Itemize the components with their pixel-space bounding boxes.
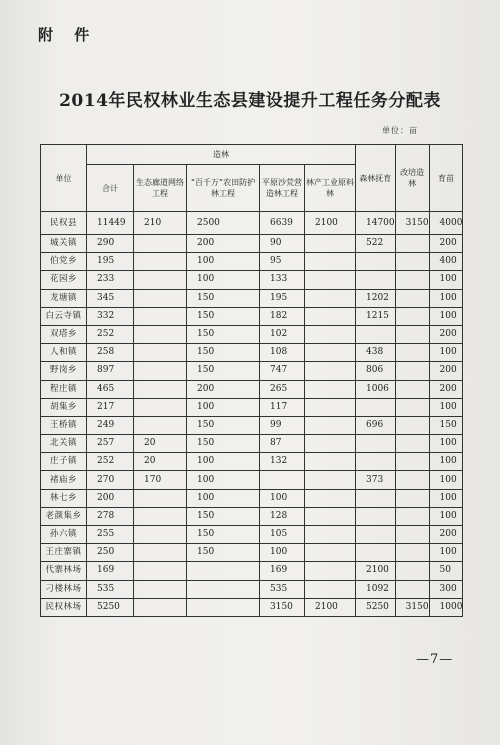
attachment-label: 附 件: [38, 26, 98, 44]
cell-sandy: 95: [260, 253, 305, 271]
cell-farmland: 100: [187, 271, 260, 289]
cell-improve: [395, 325, 429, 343]
table-row: [41, 544, 463, 562]
cell-total: 258: [87, 344, 134, 362]
cell-farmland: 100: [187, 471, 260, 489]
cell-sandy: 87: [260, 435, 305, 453]
cell-sandy: 133: [260, 271, 305, 289]
cell-improve: [395, 526, 429, 544]
cell-sandy: 195: [260, 289, 305, 307]
cell-sandy: 747: [260, 362, 305, 380]
cell-corridor: [134, 271, 187, 289]
cell-total: 233: [87, 271, 134, 289]
header-corridor: 生态廊道网络工程: [134, 165, 187, 212]
cell-sandy: 128: [260, 507, 305, 525]
table-row: [41, 562, 463, 580]
cell-corridor: [134, 526, 187, 544]
cell-improve: [395, 507, 429, 525]
cell-industrial: [305, 507, 356, 525]
header-afforestation: 造林: [87, 145, 356, 165]
cell-industrial: 2100: [305, 598, 356, 616]
task-allocation-table: [40, 144, 463, 617]
cell-tending: 14700: [356, 212, 396, 235]
cell-corridor: [134, 507, 187, 525]
cell-industrial: [305, 362, 356, 380]
cell-farmland: 2500: [187, 212, 260, 235]
cell-corridor: [134, 362, 187, 380]
cell-total: 252: [87, 325, 134, 343]
cell-seedling: 100: [429, 307, 463, 325]
table-row: [41, 271, 463, 289]
cell-seedling: 200: [429, 380, 463, 398]
cell-improve: [395, 307, 429, 325]
cell-sandy: 99: [260, 416, 305, 434]
row-unit-name: 伯党乡: [41, 253, 87, 271]
row-unit-name: 北关镇: [41, 435, 87, 453]
cell-total: 195: [87, 253, 134, 271]
cell-seedling: 200: [429, 325, 463, 343]
cell-seedling: 100: [429, 489, 463, 507]
cell-total: 897: [87, 362, 134, 380]
table-row: [41, 307, 463, 325]
cell-seedling: 100: [429, 435, 463, 453]
table-row: [41, 398, 463, 416]
cell-total: 252: [87, 453, 134, 471]
cell-farmland: 150: [187, 526, 260, 544]
header-unit: 单位: [41, 145, 87, 212]
table-row: [41, 289, 463, 307]
cell-industrial: [305, 580, 356, 598]
table-row: [41, 235, 463, 253]
cell-farmland: 150: [187, 344, 260, 362]
cell-seedling: 100: [429, 507, 463, 525]
cell-farmland: 100: [187, 253, 260, 271]
cell-farmland: 150: [187, 362, 260, 380]
cell-total: 5250: [87, 598, 134, 616]
cell-sandy: 6639: [260, 212, 305, 235]
header-row-1: [41, 145, 463, 165]
cell-improve: [395, 544, 429, 562]
cell-tending: 1202: [356, 289, 396, 307]
cell-farmland: 150: [187, 435, 260, 453]
cell-sandy: 108: [260, 344, 305, 362]
cell-tending: 373: [356, 471, 396, 489]
cell-seedling: 100: [429, 344, 463, 362]
cell-industrial: [305, 325, 356, 343]
cell-industrial: [305, 489, 356, 507]
cell-tending: [356, 271, 396, 289]
cell-seedling: 200: [429, 235, 463, 253]
cell-sandy: 90: [260, 235, 305, 253]
table-row: [41, 471, 463, 489]
header-seedling: 育苗: [429, 145, 463, 212]
cell-industrial: [305, 544, 356, 562]
cell-corridor: [134, 580, 187, 598]
cell-improve: [395, 562, 429, 580]
table-row: [41, 580, 463, 598]
cell-total: 249: [87, 416, 134, 434]
cell-industrial: [305, 344, 356, 362]
cell-total: 465: [87, 380, 134, 398]
cell-improve: 3150: [395, 212, 429, 235]
cell-industrial: [305, 235, 356, 253]
cell-sandy: 169: [260, 562, 305, 580]
cell-farmland: [187, 580, 260, 598]
header-sandy: 平原沙荒营造林工程: [260, 165, 305, 212]
row-unit-name: 褚庙乡: [41, 471, 87, 489]
cell-corridor: [134, 307, 187, 325]
cell-corridor: 210: [134, 212, 187, 235]
cell-seedling: 100: [429, 398, 463, 416]
cell-sandy: 117: [260, 398, 305, 416]
cell-tending: 438: [356, 344, 396, 362]
cell-total: 255: [87, 526, 134, 544]
row-unit-name: 胡集乡: [41, 398, 87, 416]
cell-corridor: 20: [134, 453, 187, 471]
cell-tending: 696: [356, 416, 396, 434]
cell-sandy: 132: [260, 453, 305, 471]
cell-total: 535: [87, 580, 134, 598]
document-title: 2014年民权林业生态县建设提升工程任务分配表: [59, 91, 441, 111]
cell-tending: [356, 489, 396, 507]
unit-label: 单位：亩: [382, 126, 418, 135]
cell-sandy: 265: [260, 380, 305, 398]
cell-industrial: [305, 562, 356, 580]
table-row: [41, 416, 463, 434]
cell-tending: 1215: [356, 307, 396, 325]
cell-corridor: 170: [134, 471, 187, 489]
cell-tending: [356, 435, 396, 453]
cell-corridor: [134, 398, 187, 416]
row-unit-name: 人和镇: [41, 344, 87, 362]
cell-corridor: [134, 544, 187, 562]
cell-seedling: 300: [429, 580, 463, 598]
cell-total: 257: [87, 435, 134, 453]
cell-corridor: [134, 325, 187, 343]
cell-farmland: 100: [187, 398, 260, 416]
cell-tending: [356, 398, 396, 416]
cell-improve: [395, 398, 429, 416]
cell-corridor: [134, 289, 187, 307]
row-unit-name: 花园乡: [41, 271, 87, 289]
cell-corridor: [134, 416, 187, 434]
cell-farmland: 100: [187, 489, 260, 507]
cell-industrial: [305, 526, 356, 544]
row-unit-name: 老颜集乡: [41, 507, 87, 525]
cell-improve: [395, 453, 429, 471]
cell-seedling: 100: [429, 271, 463, 289]
row-unit-name: 刁楼林场: [41, 580, 87, 598]
table-row: [41, 598, 463, 616]
cell-farmland: 100: [187, 453, 260, 471]
cell-farmland: 150: [187, 507, 260, 525]
table-row: [41, 380, 463, 398]
cell-corridor: [134, 235, 187, 253]
table-row: [41, 435, 463, 453]
cell-total: 278: [87, 507, 134, 525]
cell-industrial: [305, 416, 356, 434]
cell-total: 217: [87, 398, 134, 416]
cell-farmland: 150: [187, 289, 260, 307]
cell-improve: [395, 435, 429, 453]
row-unit-name: 王庄寨镇: [41, 544, 87, 562]
cell-sandy: 535: [260, 580, 305, 598]
cell-corridor: [134, 562, 187, 580]
cell-tending: [356, 453, 396, 471]
cell-total: 169: [87, 562, 134, 580]
cell-seedling: 100: [429, 453, 463, 471]
table-body: [41, 145, 463, 617]
cell-industrial: [305, 435, 356, 453]
cell-tending: [356, 507, 396, 525]
cell-improve: [395, 580, 429, 598]
cell-improve: [395, 380, 429, 398]
cell-seedling: 200: [429, 362, 463, 380]
cell-sandy: 102: [260, 325, 305, 343]
row-unit-name: 城关镇: [41, 235, 87, 253]
cell-improve: 3150: [395, 598, 429, 616]
header-tending: 森林抚育: [356, 145, 396, 212]
cell-farmland: 200: [187, 235, 260, 253]
page-number: —7—: [416, 652, 454, 667]
cell-tending: 806: [356, 362, 396, 380]
cell-industrial: [305, 253, 356, 271]
cell-improve: [395, 271, 429, 289]
cell-total: 200: [87, 489, 134, 507]
row-unit-name: 双塔乡: [41, 325, 87, 343]
row-unit-name: 孙六镇: [41, 526, 87, 544]
cell-farmland: [187, 598, 260, 616]
cell-industrial: [305, 398, 356, 416]
cell-tending: [356, 325, 396, 343]
cell-corridor: [134, 380, 187, 398]
cell-seedling: 100: [429, 471, 463, 489]
table-row: [41, 489, 463, 507]
row-unit-name: 野岗乡: [41, 362, 87, 380]
row-unit-name: 白云寺镇: [41, 307, 87, 325]
row-unit-name: 程庄镇: [41, 380, 87, 398]
cell-seedling: 100: [429, 544, 463, 562]
cell-sandy: 3150: [260, 598, 305, 616]
header-improve: 改培造林: [395, 145, 429, 212]
row-unit-name: 民权林场: [41, 598, 87, 616]
header-total: 合计: [87, 165, 134, 212]
cell-tending: 522: [356, 235, 396, 253]
row-unit-name: 王桥镇: [41, 416, 87, 434]
cell-farmland: [187, 562, 260, 580]
row-unit-name: 龙塘镇: [41, 289, 87, 307]
cell-farmland: 200: [187, 380, 260, 398]
cell-seedling: 400: [429, 253, 463, 271]
cell-improve: [395, 344, 429, 362]
cell-seedling: 200: [429, 526, 463, 544]
cell-improve: [395, 289, 429, 307]
cell-sandy: 182: [260, 307, 305, 325]
table-row: [41, 212, 463, 235]
cell-total: 250: [87, 544, 134, 562]
cell-corridor: [134, 344, 187, 362]
cell-sandy: 105: [260, 526, 305, 544]
cell-improve: [395, 471, 429, 489]
cell-tending: [356, 526, 396, 544]
cell-industrial: [305, 471, 356, 489]
cell-tending: 2100: [356, 562, 396, 580]
cell-industrial: [305, 453, 356, 471]
cell-improve: [395, 416, 429, 434]
cell-sandy: [260, 471, 305, 489]
cell-total: 332: [87, 307, 134, 325]
cell-industrial: [305, 289, 356, 307]
cell-corridor: [134, 489, 187, 507]
cell-total: 11449: [87, 212, 134, 235]
cell-tending: 5250: [356, 598, 396, 616]
table-row: [41, 526, 463, 544]
cell-tending: 1092: [356, 580, 396, 598]
cell-seedling: 100: [429, 289, 463, 307]
cell-improve: [395, 235, 429, 253]
cell-tending: 1006: [356, 380, 396, 398]
cell-sandy: 100: [260, 489, 305, 507]
cell-seedling: 150: [429, 416, 463, 434]
table-row: [41, 344, 463, 362]
header-industrial: 林产工业原料林: [305, 165, 356, 212]
cell-industrial: 2100: [305, 212, 356, 235]
cell-farmland: 150: [187, 325, 260, 343]
header-farmland: “百千万”农田防护林工程: [187, 165, 260, 212]
row-unit-name: 代寨林场: [41, 562, 87, 580]
cell-tending: [356, 544, 396, 562]
cell-seedling: 1000: [429, 598, 463, 616]
cell-farmland: 150: [187, 307, 260, 325]
cell-improve: [395, 489, 429, 507]
cell-improve: [395, 253, 429, 271]
row-unit-name: 庄子镇: [41, 453, 87, 471]
cell-corridor: [134, 598, 187, 616]
cell-corridor: 20: [134, 435, 187, 453]
cell-industrial: [305, 307, 356, 325]
cell-tending: [356, 253, 396, 271]
cell-farmland: 150: [187, 544, 260, 562]
cell-industrial: [305, 271, 356, 289]
cell-sandy: 100: [260, 544, 305, 562]
cell-seedling: 50: [429, 562, 463, 580]
table-row: [41, 253, 463, 271]
cell-corridor: [134, 253, 187, 271]
cell-farmland: 150: [187, 416, 260, 434]
cell-total: 290: [87, 235, 134, 253]
cell-improve: [395, 362, 429, 380]
cell-industrial: [305, 380, 356, 398]
table-row: [41, 453, 463, 471]
cell-total: 345: [87, 289, 134, 307]
cell-total: 270: [87, 471, 134, 489]
table-row: [41, 325, 463, 343]
cell-seedling: 4000: [429, 212, 463, 235]
row-unit-name: 民权县: [41, 212, 87, 235]
table-row: [41, 362, 463, 380]
row-unit-name: 林七乡: [41, 489, 87, 507]
table-row: [41, 507, 463, 525]
